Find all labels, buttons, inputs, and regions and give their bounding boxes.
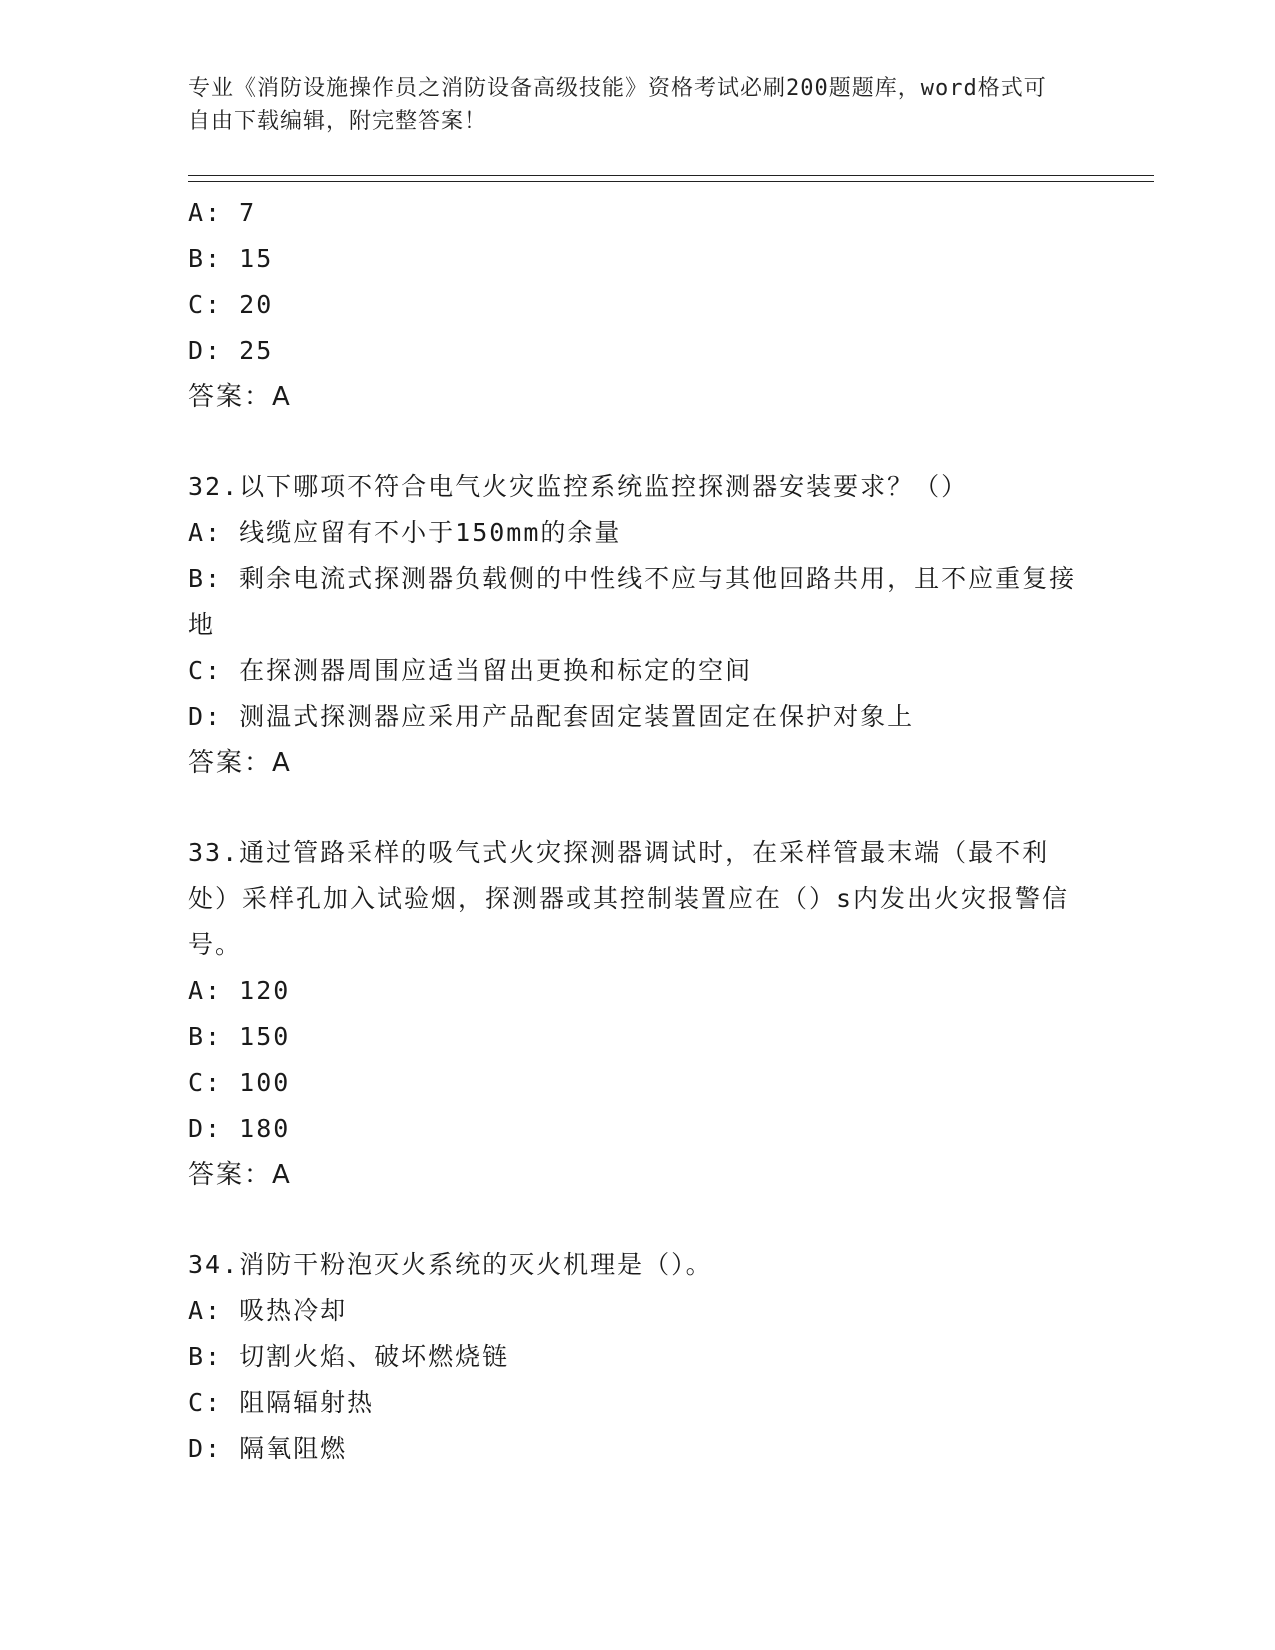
option-d: D: 25 [188, 336, 274, 365]
answer: 答案：A [188, 382, 292, 412]
question-32 [188, 464, 1088, 786]
option-b: B: 剩余电流式探测器负载侧的中性线不应与其他回路共用，且不应重复接地 [188, 564, 1077, 639]
question-text: 33.通过管路采样的吸气式火灾探测器调试时，在采样管最末端（最不利处）采样孔加入试验烟，探测器或其控制装置应在（）s内发出火灾报警信号。 [188, 838, 1070, 959]
header-divider-bottom [188, 181, 1154, 182]
option-a: A: 吸热冷却 [188, 1296, 348, 1325]
option-c: C: 在探测器周围应适当留出更换和标定的空间 [188, 656, 753, 685]
answer: 答案：A [188, 1160, 292, 1190]
question-text: 34.消防干粉泡灭火系统的灭火机理是（）。 [188, 1250, 713, 1279]
option-b: B: 15 [188, 244, 274, 273]
question-33 [188, 830, 1088, 1198]
header-divider-top [188, 175, 1154, 176]
option-d: D: 隔氧阻燃 [188, 1434, 348, 1463]
option-d: D: 测温式探测器应采用产品配套固定装置固定在保护对象上 [188, 702, 915, 731]
question-31 [188, 190, 1088, 420]
option-b: B: 150 [188, 1022, 291, 1051]
option-c: C: 20 [188, 290, 274, 319]
question-34 [188, 1242, 1088, 1472]
option-c: C: 阻隔辐射热 [188, 1388, 375, 1417]
option-a: A: 120 [188, 976, 291, 1005]
answer: 答案：A [188, 748, 292, 778]
question-list [188, 190, 1088, 1472]
option-a: A: 线缆应留有不小于150mm的余量 [188, 518, 622, 547]
option-a: A: 7 [188, 198, 257, 227]
option-c: C: 100 [188, 1068, 291, 1097]
option-b: B: 切割火焰、破坏燃烧链 [188, 1342, 510, 1371]
question-text: 32.以下哪项不符合电气火灾监控系统监控探测器安装要求？（） [188, 472, 969, 501]
option-d: D: 180 [188, 1114, 291, 1143]
document-header: 专业《消防设施操作员之消防设备高级技能》资格考试必刷200题题库，word格式可自由下载编辑，附完整答案！ [188, 76, 1047, 134]
